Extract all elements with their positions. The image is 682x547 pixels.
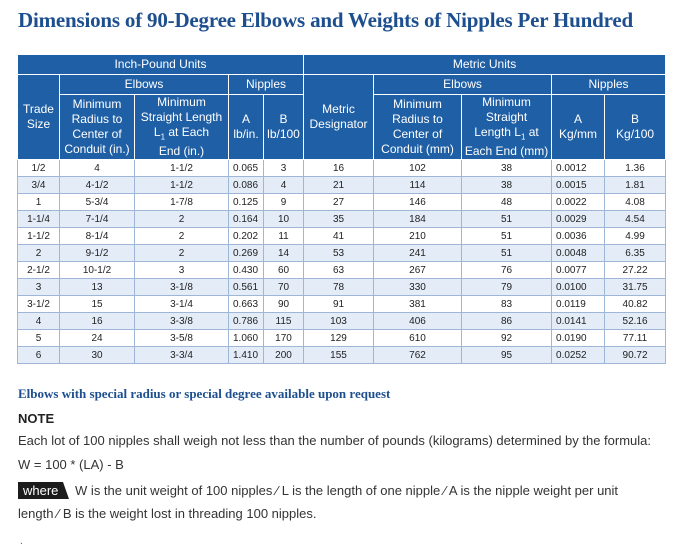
table-row <box>18 347 666 364</box>
cell-trade-size: 2 <box>18 245 60 262</box>
page-title: Dimensions of 90-Degree Elbows and Weights of Nipples Per Hundred <box>18 8 633 32</box>
cell-min-radius-mm: 184 <box>374 211 462 228</box>
cell-a-in: 0.125 <box>229 194 264 211</box>
cell-a-mm: 0.0036 <box>552 228 605 245</box>
cell-a-mm: 0.0022 <box>552 194 605 211</box>
min-radius-mm-header: Minimum Radius to Center of Conduit (mm) <box>374 95 462 160</box>
a-in-header: A lb/in. <box>229 95 264 160</box>
cell-trade-size: 1-1/2 <box>18 228 60 245</box>
nipples-metric-header: Nipples <box>552 75 666 95</box>
cell-min-straight-mm: 38 <box>462 160 552 177</box>
cell-b-mm: 1.81 <box>605 177 666 194</box>
a-mm-header: A Kg/mm <box>552 95 605 160</box>
table-row <box>18 177 666 194</box>
cell-min-straight-in: 3-1/8 <box>135 279 229 296</box>
cell-b-mm: 52.16 <box>605 313 666 330</box>
metric-units-header: Metric Units <box>304 55 666 75</box>
cell-min-straight-in: 2 <box>135 245 229 262</box>
cell-min-straight-mm: 83 <box>462 296 552 313</box>
cell-min-radius-in: 16 <box>60 313 135 330</box>
cell-b-in: 170 <box>264 330 304 347</box>
cell-trade-size: 1 <box>18 194 60 211</box>
cell-b-mm: 4.99 <box>605 228 666 245</box>
where-text-1: W is the unit weight of 100 nipples ∕ L is the length of one nipple ∕ A is the nipple weight per unit <box>75 483 619 498</box>
cell-min-radius-in: 15 <box>60 296 135 313</box>
cell-a-mm: 0.0252 <box>552 347 605 364</box>
cell-min-straight-mm: 76 <box>462 262 552 279</box>
cell-metric-designator: 41 <box>304 228 374 245</box>
cell-min-radius-mm: 406 <box>374 313 462 330</box>
min-straight-in-header: Minimum Straight Length $L_1$ at Each End (in.) <box>135 95 229 160</box>
cell-metric-designator: 35 <box>304 211 374 228</box>
cell-min-radius-mm: 330 <box>374 279 462 296</box>
cell-a-in: 0.086 <box>229 177 264 194</box>
b-mm-header: B Kg/100 <box>605 95 666 160</box>
cell-b-mm: 6.35 <box>605 245 666 262</box>
cell-metric-designator: 53 <box>304 245 374 262</box>
cell-b-in: 4 <box>264 177 304 194</box>
cell-trade-size: 4 <box>18 313 60 330</box>
cell-min-radius-in: 7-1/4 <box>60 211 135 228</box>
cell-min-radius-in: 24 <box>60 330 135 347</box>
min-straight-mm-header: Minimum Straight Length $L_1$ at Each End (mm) <box>462 95 552 160</box>
cell-trade-size: 6 <box>18 347 60 364</box>
cell-min-radius-mm: 146 <box>374 194 462 211</box>
cell-a-mm: 0.0100 <box>552 279 605 296</box>
cell-min-straight-mm: 86 <box>462 313 552 330</box>
cell-min-straight-mm: 92 <box>462 330 552 347</box>
table-row <box>18 296 666 313</box>
cell-min-straight-in: 1-1/2 <box>135 160 229 177</box>
cell-min-radius-mm: 114 <box>374 177 462 194</box>
cell-a-in: 1.410 <box>229 347 264 364</box>
cell-min-radius-in: 4 <box>60 160 135 177</box>
special-radius-note: Elbows with special radius or special degree available upon request <box>18 386 391 401</box>
cell-min-straight-mm: 51 <box>462 228 552 245</box>
cell-a-mm: 0.0077 <box>552 262 605 279</box>
cell-metric-designator: 78 <box>304 279 374 296</box>
where-line <box>18 482 618 499</box>
cell-b-mm: 40.82 <box>605 296 666 313</box>
table-row <box>18 313 666 330</box>
cell-metric-designator: 155 <box>304 347 374 364</box>
cell-trade-size: 1-1/4 <box>18 211 60 228</box>
cell-min-straight-in: 3-1/4 <box>135 296 229 313</box>
cell-min-radius-in: 4-1/2 <box>60 177 135 194</box>
cell-min-radius-in: 13 <box>60 279 135 296</box>
cell-a-mm: 0.0190 <box>552 330 605 347</box>
cell-min-radius-mm: 762 <box>374 347 462 364</box>
cell-a-mm: 0.0012 <box>552 160 605 177</box>
cell-b-mm: 1.36 <box>605 160 666 177</box>
dimensions-table <box>17 54 666 364</box>
cell-b-mm: 27.22 <box>605 262 666 279</box>
cell-b-mm: 77.11 <box>605 330 666 347</box>
table-row <box>18 194 666 211</box>
where-text-2: length ∕ B is the weight lost in threading 100 nipples. <box>18 506 317 521</box>
cell-b-mm: 4.08 <box>605 194 666 211</box>
metric-designator-header: Metric Designator <box>304 75 374 160</box>
elbows-metric-header: Elbows <box>374 75 552 95</box>
table-row <box>18 211 666 228</box>
cell-metric-designator: 63 <box>304 262 374 279</box>
cell-a-in: 0.065 <box>229 160 264 177</box>
cell-trade-size: 3 <box>18 279 60 296</box>
note-text: Each lot of 100 nipples shall weigh not less than the number of pounds (kilograms) determined by the formula: <box>18 433 652 448</box>
cell-min-straight-mm: 95 <box>462 347 552 364</box>
cell-min-radius-mm: 102 <box>374 160 462 177</box>
cell-min-straight-in: 3 <box>135 262 229 279</box>
elbows-inch-header: Elbows <box>60 75 229 95</box>
cell-min-straight-in: 1-1/2 <box>135 177 229 194</box>
cell-metric-designator: 103 <box>304 313 374 330</box>
cell-a-in: 0.786 <box>229 313 264 330</box>
cell-trade-size: 3/4 <box>18 177 60 194</box>
cell-metric-designator: 16 <box>304 160 374 177</box>
cell-min-straight-mm: 48 <box>462 194 552 211</box>
cell-min-radius-in: 9-1/2 <box>60 245 135 262</box>
cell-a-in: 0.561 <box>229 279 264 296</box>
cell-b-in: 115 <box>264 313 304 330</box>
cell-min-straight-in: 3-3/8 <box>135 313 229 330</box>
cell-a-in: 0.202 <box>229 228 264 245</box>
cell-min-radius-in: 10-1/2 <box>60 262 135 279</box>
cell-min-straight-in: 2 <box>135 211 229 228</box>
cell-min-straight-mm: 79 <box>462 279 552 296</box>
cell-min-straight-in: 1-7/8 <box>135 194 229 211</box>
cell-a-mm: 0.0029 <box>552 211 605 228</box>
table-row <box>18 228 666 245</box>
cell-b-in: 3 <box>264 160 304 177</box>
table-row <box>18 279 666 296</box>
cell-a-in: 0.663 <box>229 296 264 313</box>
table-row <box>18 330 666 347</box>
cell-min-radius-in: 30 <box>60 347 135 364</box>
cell-b-mm: 31.75 <box>605 279 666 296</box>
cell-a-in: 0.164 <box>229 211 264 228</box>
cell-min-straight-in: 3-5/8 <box>135 330 229 347</box>
cell-min-straight-mm: 38 <box>462 177 552 194</box>
cell-b-in: 70 <box>264 279 304 296</box>
cell-b-in: 90 <box>264 296 304 313</box>
cell-b-in: 200 <box>264 347 304 364</box>
b-in-header: B lb/100 <box>264 95 304 160</box>
cell-a-in: 1.060 <box>229 330 264 347</box>
cell-min-radius-in: 8-1/4 <box>60 228 135 245</box>
inch-units-header: Inch-Pound Units <box>18 55 304 75</box>
cell-min-straight-in: 2 <box>135 228 229 245</box>
cell-trade-size: 2-1/2 <box>18 262 60 279</box>
min-radius-in-header: Minimum Radius to Center of Conduit (in.) <box>60 95 135 160</box>
cell-a-in: 0.269 <box>229 245 264 262</box>
formula: W = 100 * (LA) - B <box>18 457 124 472</box>
cell-b-mm: 90.72 <box>605 347 666 364</box>
cell-a-mm: 0.0048 <box>552 245 605 262</box>
table-row <box>18 245 666 262</box>
cell-min-radius-in: 5-3/4 <box>60 194 135 211</box>
cell-b-in: 14 <box>264 245 304 262</box>
cell-b-in: 60 <box>264 262 304 279</box>
cell-trade-size: 1/2 <box>18 160 60 177</box>
cell-b-in: 9 <box>264 194 304 211</box>
table-row <box>18 262 666 279</box>
note-heading: NOTE <box>18 411 55 426</box>
cell-metric-designator: 129 <box>304 330 374 347</box>
cell-min-radius-mm: 267 <box>374 262 462 279</box>
cell-a-mm: 0.0119 <box>552 296 605 313</box>
cell-min-radius-mm: 241 <box>374 245 462 262</box>
table-row <box>18 160 666 177</box>
cell-min-straight-mm: 51 <box>462 211 552 228</box>
cell-b-in: 11 <box>264 228 304 245</box>
cell-b-mm: 4.54 <box>605 211 666 228</box>
cell-metric-designator: 21 <box>304 177 374 194</box>
where-tag: where <box>18 482 63 499</box>
cell-a-mm: 0.0015 <box>552 177 605 194</box>
cell-min-straight-mm: 51 <box>462 245 552 262</box>
cell-min-radius-mm: 610 <box>374 330 462 347</box>
cell-trade-size: 3-1/2 <box>18 296 60 313</box>
cell-metric-designator: 91 <box>304 296 374 313</box>
cell-trade-size: 5 <box>18 330 60 347</box>
cell-min-radius-mm: 381 <box>374 296 462 313</box>
cell-b-in: 10 <box>264 211 304 228</box>
trade-size-header: Trade Size <box>18 75 60 160</box>
cell-a-mm: 0.0141 <box>552 313 605 330</box>
nipples-inch-header: Nipples <box>229 75 304 95</box>
trailing-mark: . <box>20 536 23 547</box>
cell-min-radius-mm: 210 <box>374 228 462 245</box>
cell-min-straight-in: 3-3/4 <box>135 347 229 364</box>
cell-metric-designator: 27 <box>304 194 374 211</box>
cell-a-in: 0.430 <box>229 262 264 279</box>
